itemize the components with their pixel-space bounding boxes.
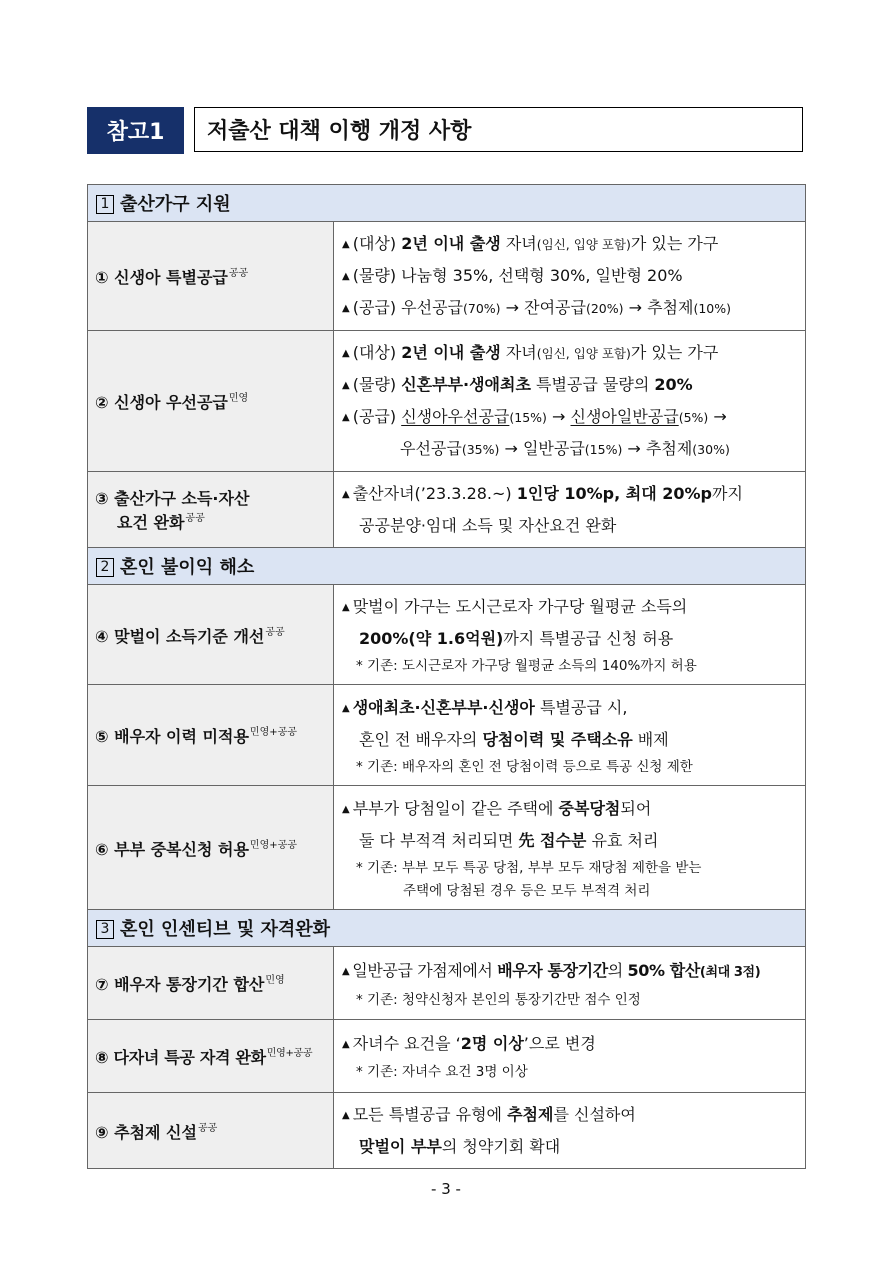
section-number-box: 2 bbox=[96, 558, 114, 577]
triangle-bullet-icon: ▲ bbox=[342, 380, 350, 391]
row-label: ⑤ 배우자 이력 미적용$^{민영+공공}$ bbox=[88, 685, 334, 786]
triangle-bullet-icon: ▲ bbox=[342, 412, 350, 423]
table-row-5 bbox=[88, 685, 806, 786]
row-label: ④ 맞벌이 소득기준 개선$^{공공}$ bbox=[88, 585, 334, 685]
row-label: ② 신생아 우선공급$^{민영}$ bbox=[88, 331, 334, 472]
section-header-1 bbox=[88, 185, 806, 222]
table-row-6 bbox=[88, 786, 806, 910]
section-title: 혼인 불이익 해소 bbox=[120, 557, 255, 578]
title-block bbox=[87, 107, 805, 154]
row-tag: 공공 bbox=[185, 513, 205, 524]
row-tag: 민영+공공 bbox=[266, 1048, 313, 1059]
row-tag: 민영 bbox=[228, 393, 249, 404]
amendment-table bbox=[87, 184, 806, 1169]
triangle-bullet-icon: ▲ bbox=[342, 702, 350, 714]
triangle-bullet-icon: ▲ bbox=[342, 271, 350, 282]
row-tag: 공공 bbox=[197, 1122, 218, 1134]
table-row-1 bbox=[88, 222, 806, 331]
row-content: ▲ 생애최초·신혼부부·신생아 특별공급 시, 혼인 전 배우자의 당첨이력 및 주택소유 배제 * 기존: 배우자의 혼인 전 당첨이력 등으로 특공 신청 제한 bbox=[334, 685, 806, 786]
note-text: * 기존: 배우자의 혼인 전 당첨이력 등으로 특공 신청 제한 bbox=[356, 758, 693, 775]
table-row-3 bbox=[88, 472, 806, 548]
row-label: ⑦ 배우자 통장기간 합산$^{민영}$ bbox=[88, 947, 334, 1020]
row-tag: 민영+공공 bbox=[249, 727, 297, 738]
section-title: 혼인 인센티브 및 자격완화 bbox=[120, 919, 331, 940]
row-label: ⑥ 부부 중복신청 허용$^{민영+공공}$ bbox=[88, 786, 334, 910]
section-number-box: 3 bbox=[96, 920, 114, 939]
row-tag: 공공 bbox=[265, 626, 285, 638]
triangle-bullet-icon: ▲ bbox=[342, 1039, 350, 1050]
content-line: ▲ (물량) 나눔형 35%, 선택형 30%, 일반형 20% bbox=[342, 266, 683, 285]
content-line: ▲ (공급) 우선공급(70%) → 잔여공급(20%) → 추첨제(10%) bbox=[342, 298, 732, 317]
triangle-bullet-icon: ▲ bbox=[342, 804, 350, 815]
row-tag: 민영 bbox=[265, 975, 285, 986]
row-tag: 공공 bbox=[228, 268, 249, 279]
row-label: ⑨ 추첨제 신설$^{공공}$ bbox=[88, 1093, 334, 1169]
triangle-bullet-icon: ▲ bbox=[342, 602, 350, 613]
row-content: ▲ 자녀수 요건을 ‘2명 이상’으로 변경 * 기존: 자녀수 요건 3명 이상 bbox=[334, 1020, 806, 1093]
triangle-bullet-icon: ▲ bbox=[342, 348, 350, 359]
note-text: 주택에 당첨된 경우 등은 모두 부적격 처리 bbox=[403, 883, 651, 899]
note-text: * 기존: 부부 모두 특공 당첨, 부부 모두 재당첨 제한을 받는 bbox=[356, 860, 702, 876]
row-label: ⑧ 다자녀 특공 자격 완화$^{민영+공공}$ bbox=[88, 1020, 334, 1093]
triangle-bullet-icon: ▲ bbox=[342, 489, 350, 500]
page-title: 저출산 대책 이행 개정 사항 bbox=[194, 107, 803, 152]
row-content: ▲ 모든 특별공급 유형에 추첨제를 신설하여 맞벌이 부부의 청약기회 확대 bbox=[334, 1093, 806, 1169]
row-content: ▲ 부부가 당첨일이 같은 주택에 중복당첨되어 둘 다 부적격 처리되면 先 접수분 유효 처리 * 기존: 부부 모두 특공 당첨, 부부 모두 재당첨 제한을 받는 주택에 당첨된 경우 등은 모두 부적격 처리 bbox=[334, 786, 806, 910]
triangle-bullet-icon: ▲ bbox=[342, 303, 350, 314]
row-content: ▲ 출산자녀(’23.3.28.~) 1인당 10%p, 최대 20%p까지 공공분양·임대 소득 및 자산요건 완화 bbox=[334, 472, 806, 548]
table-row-7 bbox=[88, 947, 806, 1020]
content-line: ▲ (대상) 2년 이내 출생 자녀(임신, 입양 포함)가 있는 가구 bbox=[342, 234, 719, 253]
reference-badge: 참고1 bbox=[87, 107, 184, 154]
triangle-bullet-icon: ▲ bbox=[342, 1110, 350, 1121]
row-tag: 민영+공공 bbox=[249, 839, 297, 851]
row-content bbox=[334, 222, 806, 331]
table-row-2 bbox=[88, 331, 806, 472]
section-header-3 bbox=[88, 910, 806, 947]
section-header-2 bbox=[88, 548, 806, 585]
table-row-9 bbox=[88, 1093, 806, 1169]
row-label: ① 신생아 특별공급$^{공공}$ bbox=[88, 222, 334, 331]
section-number-box: 1 bbox=[96, 195, 114, 214]
row-content: ▲ 맞벌이 가구는 도시근로자 가구당 월평균 소득의 200%(약 1.6억원)까지 특별공급 신청 허용 * 기존: 도시근로자 가구당 월평균 소득의 140%까지 허용 bbox=[334, 585, 806, 685]
row-label: ③ 출산가구 소득·자산 요건 완화$^{공공}$ bbox=[88, 472, 334, 548]
row-content: ▲ 일반공급 가점제에서 배우자 통장기간의 50% 합산(최대 3점) * 기존: 청약신청자 본인의 통장기간만 점수 인정 bbox=[334, 947, 806, 1020]
table-row-8 bbox=[88, 1020, 806, 1093]
triangle-bullet-icon: ▲ bbox=[342, 239, 350, 250]
note-text: * 기존: 도시근로자 가구당 월평균 소득의 140%까지 허용 bbox=[356, 658, 697, 674]
note-text: * 기존: 청약신청자 본인의 통장기간만 점수 인정 bbox=[356, 991, 641, 1008]
note-text: * 기존: 자녀수 요건 3명 이상 bbox=[356, 1064, 528, 1080]
table-row-4 bbox=[88, 585, 806, 685]
row-content: ▲ (대상) 2년 이내 출생 자녀(임신, 입양 포함)가 있는 가구 ▲ (물량) 신혼부부·생애최초 특별공급 물량의 20% ▲ (공급) 신생아우선공급(15%) → 신생아일반공급(5%) → 우선공급(35%) → 일반공급(15%) → 추첨제(30%) bbox=[334, 331, 806, 472]
page-number: - 3 - bbox=[431, 1180, 461, 1198]
section-title: 출산가구 지원 bbox=[120, 194, 231, 215]
triangle-bullet-icon: ▲ bbox=[342, 965, 350, 977]
